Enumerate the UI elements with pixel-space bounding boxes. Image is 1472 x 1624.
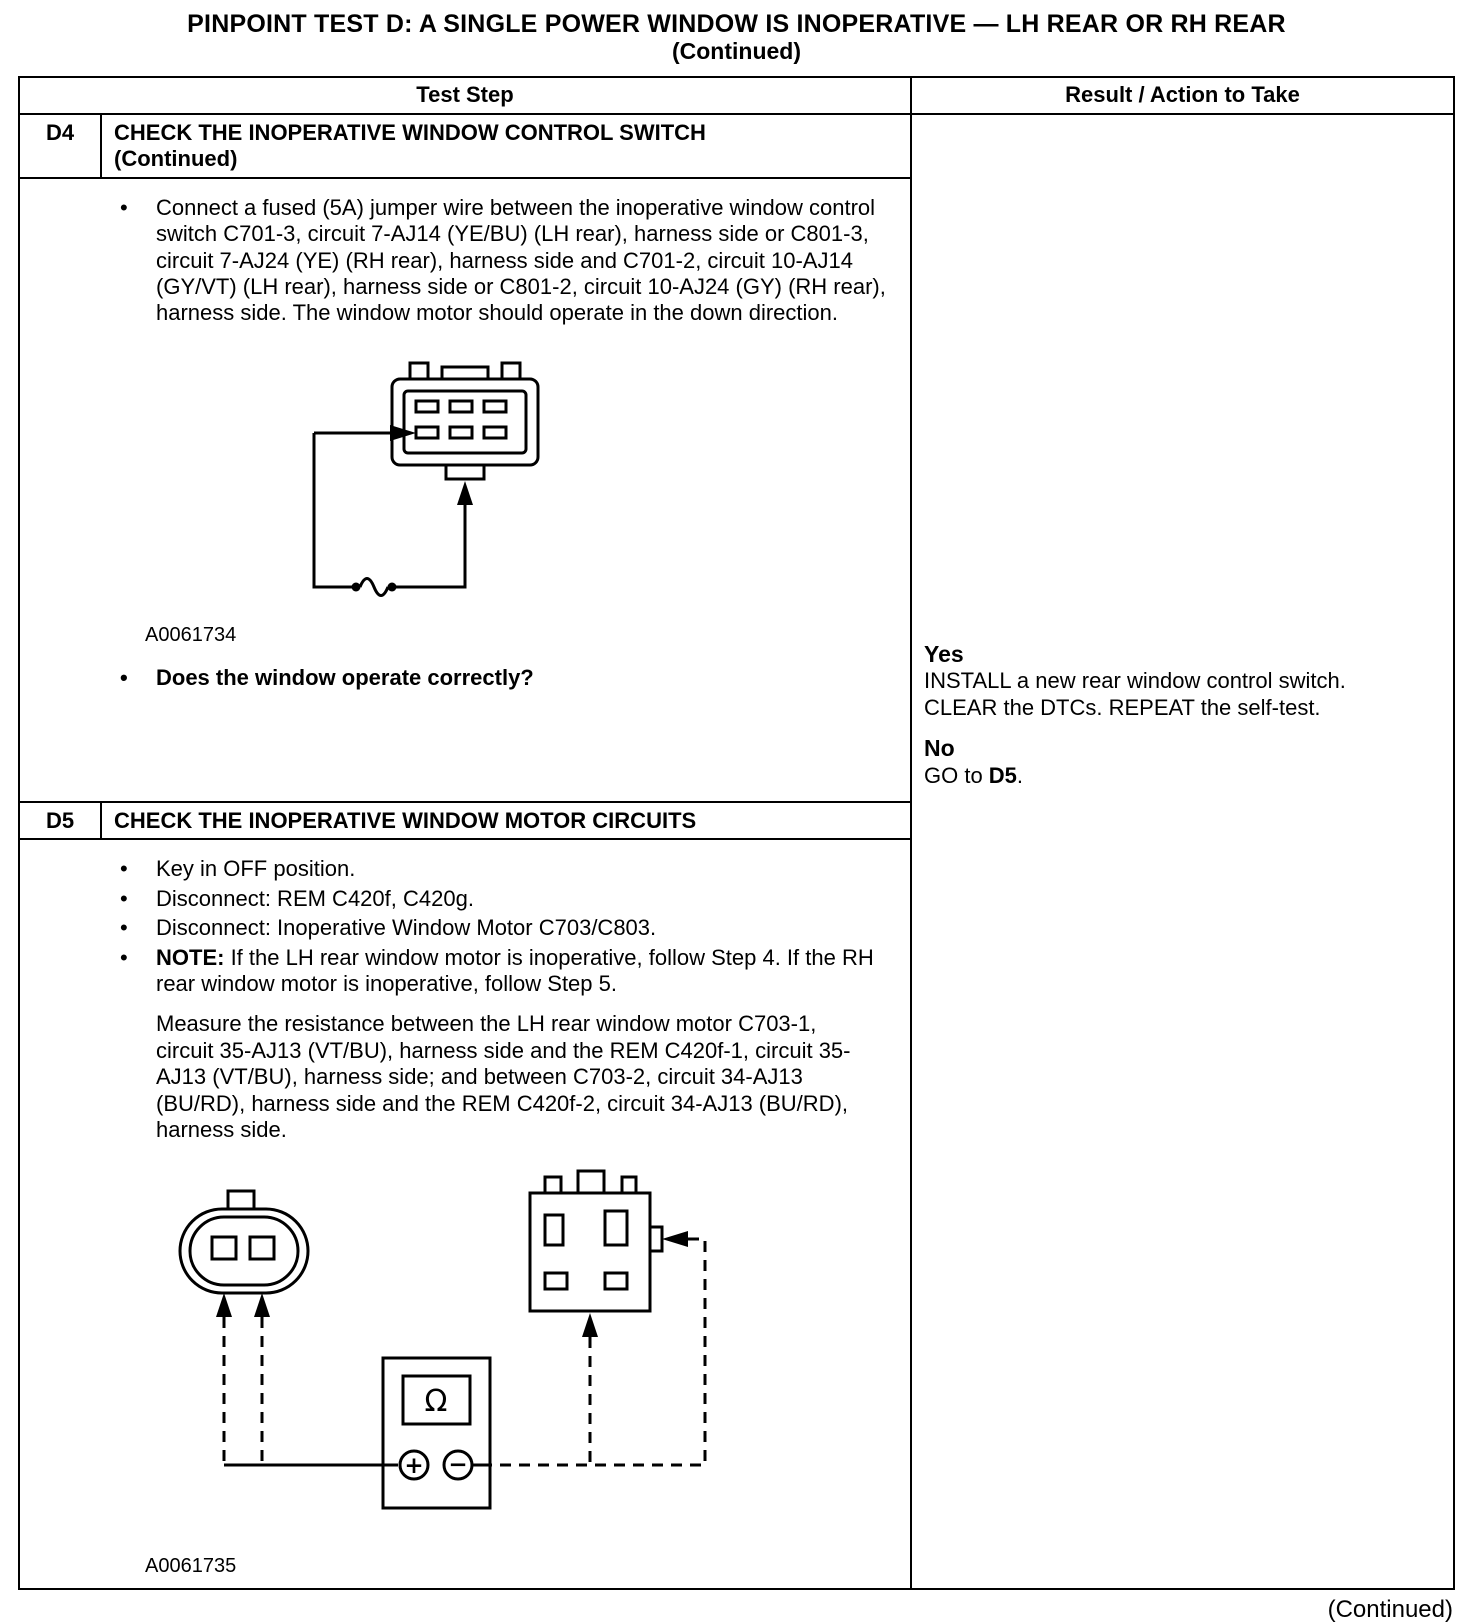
- minus-terminal-symbol: −: [448, 1452, 468, 1479]
- d5-result-cell: [912, 801, 1453, 1588]
- rem-connector-body: [530, 1193, 650, 1311]
- bullet-text: Disconnect: REM C420f, C420g.: [156, 885, 474, 911]
- pinpoint-test-table: [18, 76, 1455, 1590]
- motor-connector-tab: [228, 1191, 254, 1209]
- test-lead-dashed: [490, 1239, 705, 1465]
- motor-connector-body: [180, 1209, 308, 1293]
- result-no-step-ref: D5: [988, 762, 1017, 788]
- connector-pin: [484, 427, 506, 438]
- bullet-marker: •: [120, 915, 128, 941]
- d4-step-title-line2: (Continued): [114, 146, 238, 172]
- connector-tab-right: [502, 363, 520, 379]
- probe-arrow-up-icon: [254, 1293, 270, 1317]
- d4-step-title-line1: CHECK THE INOPERATIVE WINDOW CONTROL SWITCH: [114, 120, 706, 146]
- probe-arrow-up-icon: [582, 1313, 598, 1337]
- result-no-prefix: GO to: [924, 762, 989, 788]
- result-no-suffix: .: [1016, 762, 1024, 788]
- fuse-symbol: [360, 578, 388, 595]
- rem-connector-tab: [622, 1177, 636, 1193]
- d4-step-title: [102, 115, 910, 177]
- plus-terminal-symbol: +: [404, 1453, 424, 1480]
- question-item: [120, 665, 902, 691]
- connector-latch: [442, 367, 488, 379]
- connector-bottom-tab: [446, 465, 484, 479]
- bullet-text: Key in OFF position.: [156, 856, 356, 882]
- column-header-test-step: Test Step: [20, 78, 912, 115]
- list-item: [120, 856, 902, 882]
- footer-continued: (Continued): [1327, 1596, 1453, 1624]
- ohm-symbol: Ω: [424, 1384, 448, 1420]
- motor-connector-pin: [250, 1237, 274, 1259]
- jumper-wire-right: [396, 505, 465, 587]
- bullet-text: Connect a fused (5A) jumper wire between the inoperative window control switch C701-3, circuit 7-AJ14 (YE/BU) (LH rear), harness side or C801-3, circuit 7-AJ24 (YE) (RH rear), harness side and C701-2, circuit 10-AJ14 (GY/VT) (LH rear), harness side or C801-2, circuit 10-AJ24 (GY) (RH rear), harness side. The window motor should operate in the down direction.: [156, 194, 886, 326]
- probe-arrow-left-icon: [662, 1231, 688, 1247]
- ohmmeter-body: [383, 1358, 490, 1508]
- figure-label: A0061734: [145, 623, 237, 646]
- jumper-wire-run: [314, 433, 352, 587]
- rem-connector-latch: [578, 1171, 604, 1193]
- bullet-marker: •: [120, 664, 128, 690]
- page-subtitle: (Continued): [671, 37, 801, 64]
- connector-pin: [484, 401, 506, 412]
- column-header-result: Result / Action to Take: [912, 78, 1453, 115]
- rem-connector-pin: [605, 1211, 627, 1245]
- connector-pin: [450, 401, 472, 412]
- figure-label: A0061735: [145, 1555, 237, 1578]
- connector-pin: [416, 427, 438, 438]
- bullet-marker: •: [120, 194, 128, 220]
- result-no-label: No: [924, 735, 955, 762]
- fuse-terminal-dot: [352, 582, 361, 591]
- page-title: PINPOINT TEST D: A SINGLE POWER WINDOW IS INOPERATIVE — LH REAR OR RH REAR: [187, 10, 1286, 38]
- result-yes-block: [924, 641, 1373, 721]
- bullet-marker: •: [120, 856, 128, 882]
- question-text: Does the window operate correctly?: [156, 664, 534, 690]
- list-item: [120, 915, 902, 941]
- ohmmeter-motor-circuit-diagram: [160, 1165, 740, 1540]
- note-text-wrap: [156, 945, 898, 998]
- fuse-terminal-dot: [388, 582, 397, 591]
- d4-step-header: [20, 115, 910, 179]
- probe-arrow-up-icon: [216, 1293, 232, 1317]
- rem-connector-side-slot: [650, 1227, 662, 1251]
- d5-step-id: D5: [20, 803, 102, 838]
- result-yes-text: INSTALL a new rear window control switch. CLEAR the DTCs. REPEAT the self-test.: [924, 668, 1346, 720]
- connector-tab-left: [410, 363, 428, 379]
- list-item: [120, 886, 902, 912]
- connector-pin: [450, 427, 472, 438]
- result-yes-label: Yes: [924, 640, 964, 667]
- motor-connector-inner: [190, 1217, 298, 1285]
- d4-result-cell: [912, 115, 1453, 801]
- rem-connector-pin: [605, 1273, 627, 1289]
- d5-step-title: CHECK THE INOPERATIVE WINDOW MOTOR CIRCUITS: [114, 808, 697, 834]
- bullet-marker: •: [120, 885, 128, 911]
- measure-paragraph: Measure the resistance between the LH rear window motor C703-1, circuit 35-AJ13 (VT/BU), harness side and the REM C420f-1, circuit 35-AJ13 (VT/BU), harness side; and between C703-2, circuit 34-AJ13 (BU/RD), harness side and the REM C420f-2, circuit 34-AJ13 (BU/RD), harness side.: [156, 1011, 851, 1142]
- d5-step-header: [20, 803, 910, 840]
- result-no-block: [924, 735, 1373, 789]
- note-label: NOTE:: [156, 944, 225, 970]
- d4-test-step-cell: [20, 115, 912, 801]
- note-text: If the LH rear window motor is inoperative, follow Step 4. If the RH rear window motor is inoperative, follow Step 5.: [156, 944, 874, 996]
- d5-test-step-cell: [20, 801, 912, 1588]
- d5-step-body: [20, 840, 910, 1588]
- result-no-text: [924, 763, 1373, 789]
- list-item: [120, 195, 902, 327]
- d4-step-id: D4: [20, 115, 102, 177]
- rem-connector-pin: [545, 1215, 563, 1245]
- bullet-marker: •: [120, 944, 128, 970]
- d4-step-body: [20, 179, 910, 704]
- note-item: [120, 945, 902, 998]
- rem-connector-pin: [545, 1273, 567, 1289]
- rem-connector-tab: [545, 1177, 561, 1193]
- bullet-text: Disconnect: Inoperative Window Motor C703/C803.: [156, 915, 657, 941]
- connector-pin: [416, 401, 438, 412]
- probe-arrow-up-icon: [457, 481, 473, 505]
- jumper-wire-connector-diagram: [292, 357, 722, 609]
- motor-connector-pin: [212, 1237, 236, 1259]
